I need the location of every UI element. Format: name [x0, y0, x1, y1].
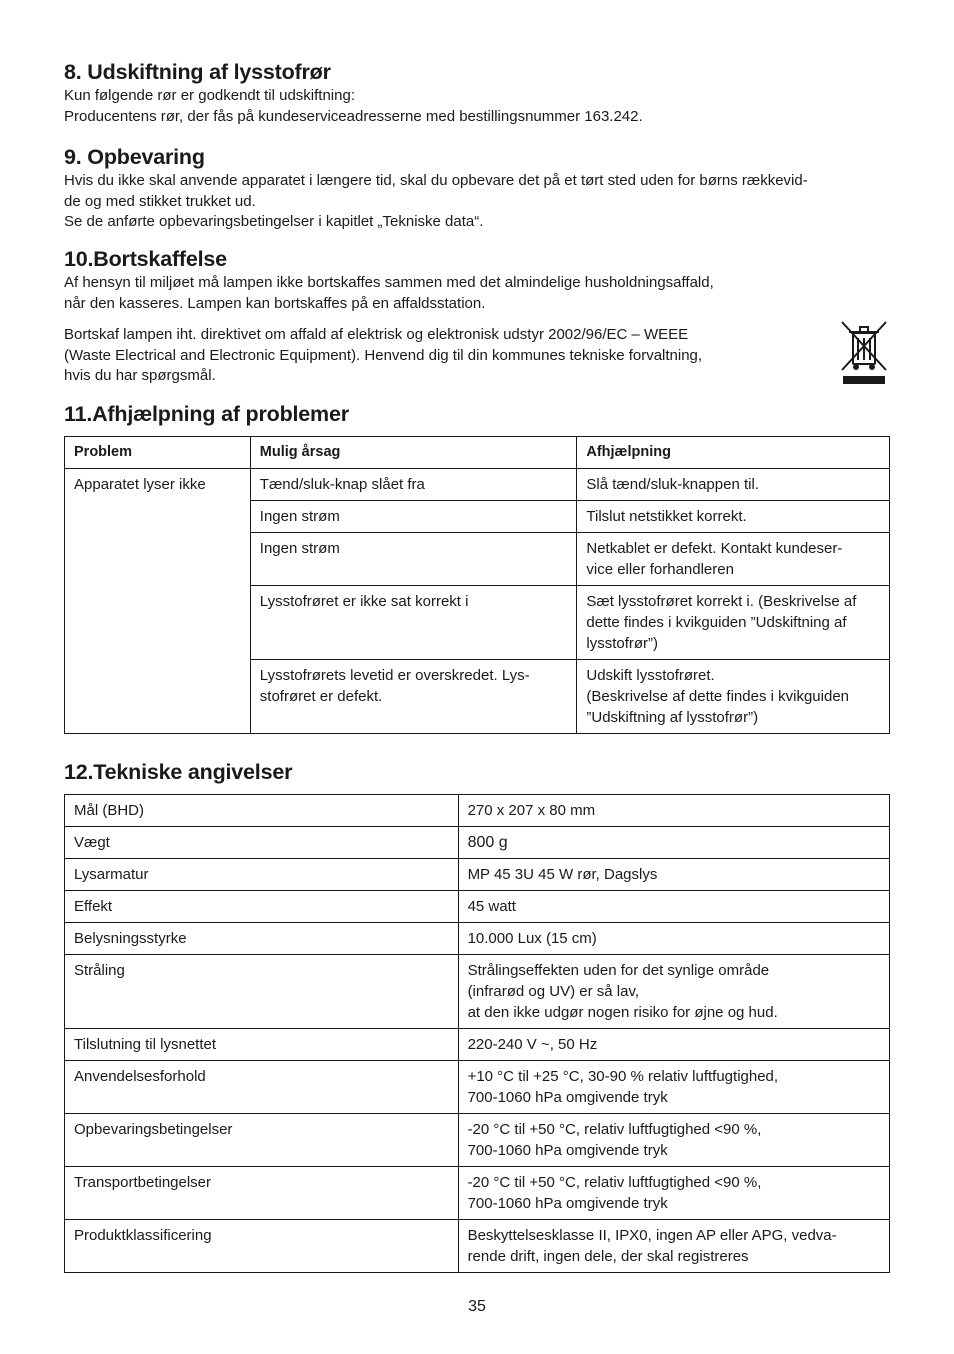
remedy-cell: [577, 586, 890, 660]
text-line: når den kasseres. Lampen kan bortskaffes på en affaldsstation.: [64, 294, 486, 312]
text-line: dette findes i kvikguiden ”Udskiftning af: [586, 614, 847, 631]
text-line: 800 g: [467, 834, 508, 851]
table-row: [65, 469, 890, 501]
column-header: Problem: [65, 437, 251, 469]
text-line: ”Udskiftning af lysstofrør”): [586, 709, 759, 726]
paragraph: [64, 171, 808, 233]
text-line: 45 watt: [467, 898, 516, 915]
text-line: Af hensyn til miljøet må lampen ikke bortskaffes sammen med det almindelige husholdningsaffald,: [64, 274, 714, 291]
text-line: 700-1060 hPa omgivende tryk: [467, 1195, 668, 1212]
column-header: Mulig årsag: [250, 437, 577, 469]
troubleshooting-table: [64, 436, 890, 734]
text-line: Beskyttelsesklasse II, IPX0, ingen AP eller APG, vedva-: [467, 1227, 837, 1244]
section-heading: 11.Afhjælpning af problemer: [64, 402, 349, 426]
spec-label: Belysningsstyrke: [65, 923, 459, 955]
spec-value: [458, 1029, 889, 1061]
text-line: Tilslut netstikket korrekt.: [586, 508, 747, 525]
text-line: Netkablet er defekt. Kontakt kundeser-: [586, 540, 843, 557]
table-row: [65, 1114, 890, 1167]
text-line: 10.000 Lux (15 cm): [467, 930, 597, 947]
paragraph: [64, 325, 804, 387]
section-storage: [64, 143, 808, 233]
section-replace-tube: [64, 58, 643, 127]
spec-value: [458, 955, 889, 1029]
cause-cell: [250, 660, 577, 734]
text-line: Kun følgende rør er godkendt til udskiftning:: [64, 87, 355, 104]
remedy-cell: [577, 501, 890, 533]
spec-value: [458, 891, 889, 923]
spec-label: Lysarmatur: [65, 859, 459, 891]
section-troubleshooting: [64, 400, 890, 734]
text-line: Bortskaf lampen iht. direktivet om affald af elektrisk og elektronisk udstyr 2002/96/EC – WEEE: [64, 326, 689, 343]
text-line: Strålingseffekten uden for det synlige område: [467, 962, 770, 979]
table-row: [65, 827, 890, 859]
spec-label: Mål (BHD): [65, 795, 459, 827]
page-number: 35: [468, 1298, 486, 1315]
section-heading: 12.Tekniske angivelser: [64, 760, 293, 784]
spec-label: Effekt: [65, 891, 459, 923]
text-line: Se de anførte opbevaringsbetingelser i kapitlet „Tekniske data“.: [64, 213, 484, 230]
section-disposal: [64, 245, 804, 387]
text-line: 700-1060 hPa omgivende tryk: [467, 1089, 668, 1106]
table-header-row: [65, 437, 890, 469]
spec-label: Produktklassificering: [65, 1220, 459, 1273]
spec-label: Stråling: [65, 955, 459, 1029]
text-line: Lysstofrørets levetid er overskredet. Lys-: [259, 667, 530, 684]
table-row: [65, 1061, 890, 1114]
text-line: 270 x 207 x 80 mm: [467, 802, 596, 819]
section-heading: 10.Bortskaffelse: [64, 247, 227, 271]
section-heading: 9. Opbevaring: [64, 145, 205, 169]
text-line: (Beskrivelse af dette findes i kvikguiden: [586, 688, 850, 705]
paragraph: [64, 86, 643, 127]
spec-label: Opbevaringsbetingelser: [65, 1114, 459, 1167]
spec-value: [458, 1220, 889, 1273]
cause-cell: [250, 586, 577, 660]
text-line: Hvis du ikke skal anvende apparatet i længere tid, skal du opbevare det på et tørt sted uden for børns rækkevid-: [64, 172, 808, 189]
section-technical-data: [64, 758, 890, 1273]
text-line: (infrarød og UV) er så lav,: [467, 983, 640, 1000]
spec-label: Tilslutning til lysnettet: [65, 1029, 459, 1061]
text-line: stofrøret er defekt.: [259, 688, 383, 705]
text-line: Lysstofrøret er ikke sat korrekt i: [259, 593, 469, 610]
table-row: [65, 1029, 890, 1061]
text-line: MP 45 3U 45 W rør, Dagslys: [467, 866, 658, 883]
spec-value: [458, 1114, 889, 1167]
text-line: Udskift lysstofrøret.: [586, 667, 715, 684]
problem-cell: Apparatet lyser ikke: [65, 469, 251, 734]
table-row: [65, 795, 890, 827]
spec-value: [458, 923, 889, 955]
text-line: hvis du har spørgsmål.: [64, 367, 216, 384]
table-row: [65, 1220, 890, 1273]
remedy-cell: [577, 469, 890, 501]
paragraph: [64, 273, 804, 314]
cause-cell: [250, 469, 577, 501]
column-header: Afhjælpning: [577, 437, 890, 469]
text-line: +10 °C til +25 °C, 30-90 % relativ luftfugtighed,: [467, 1068, 779, 1085]
spec-label: Anvendelsesforhold: [65, 1061, 459, 1114]
text-line: at den ikke udgør nogen risiko for øjne og hud.: [467, 1004, 778, 1021]
spec-label: Vægt: [65, 827, 459, 859]
text-line: Slå tænd/sluk-knappen til.: [586, 476, 759, 493]
spec-value: [458, 827, 889, 859]
text-line: Producentens rør, der fås på kundeserviceadresserne med bestillingsnummer 163.242.: [64, 107, 643, 125]
text-line: de og med stikket trukket ud.: [64, 192, 256, 210]
text-line: -20 °C til +50 °C, relativ luftfugtighed <90 %,: [467, 1121, 762, 1138]
spec-value: [458, 1061, 889, 1114]
text-line: 220-240 V ~, 50 Hz: [467, 1036, 598, 1053]
cause-cell: [250, 501, 577, 533]
spec-value: [458, 1167, 889, 1220]
remedy-cell: [577, 660, 890, 734]
table-row: [65, 859, 890, 891]
text-line: vice eller forhandleren: [586, 561, 734, 578]
text-line: (Waste Electrical and Electronic Equipment). Henvend dig til din kommunes tekniske forvaltning,: [64, 346, 703, 364]
technical-data-table: [64, 794, 890, 1273]
cause-cell: [250, 533, 577, 586]
remedy-cell: [577, 533, 890, 586]
table-row: [65, 1167, 890, 1220]
text-line: Ingen strøm: [259, 540, 340, 557]
spec-value: [458, 859, 889, 891]
table-row: [65, 923, 890, 955]
text-line: Ingen strøm: [259, 508, 340, 525]
text-line: -20 °C til +50 °C, relativ luftfugtighed <90 %,: [467, 1174, 762, 1191]
table-row: [65, 891, 890, 923]
text-line: Tænd/sluk-knap slået fra: [259, 476, 425, 493]
text-line: lysstofrør”): [586, 635, 659, 652]
text-line: 700-1060 hPa omgivende tryk: [467, 1142, 668, 1159]
text-line: Sæt lysstofrøret korrekt i. (Beskrivelse af: [586, 593, 857, 610]
spec-value: [458, 795, 889, 827]
table-row: [65, 955, 890, 1029]
text-line: rende drift, ingen dele, der skal registreres: [467, 1248, 749, 1265]
weee-crossed-bin-icon: [840, 320, 888, 386]
section-heading: 8. Udskiftning af lysstofrør: [64, 60, 331, 84]
spec-label: Transportbetingelser: [65, 1167, 459, 1220]
